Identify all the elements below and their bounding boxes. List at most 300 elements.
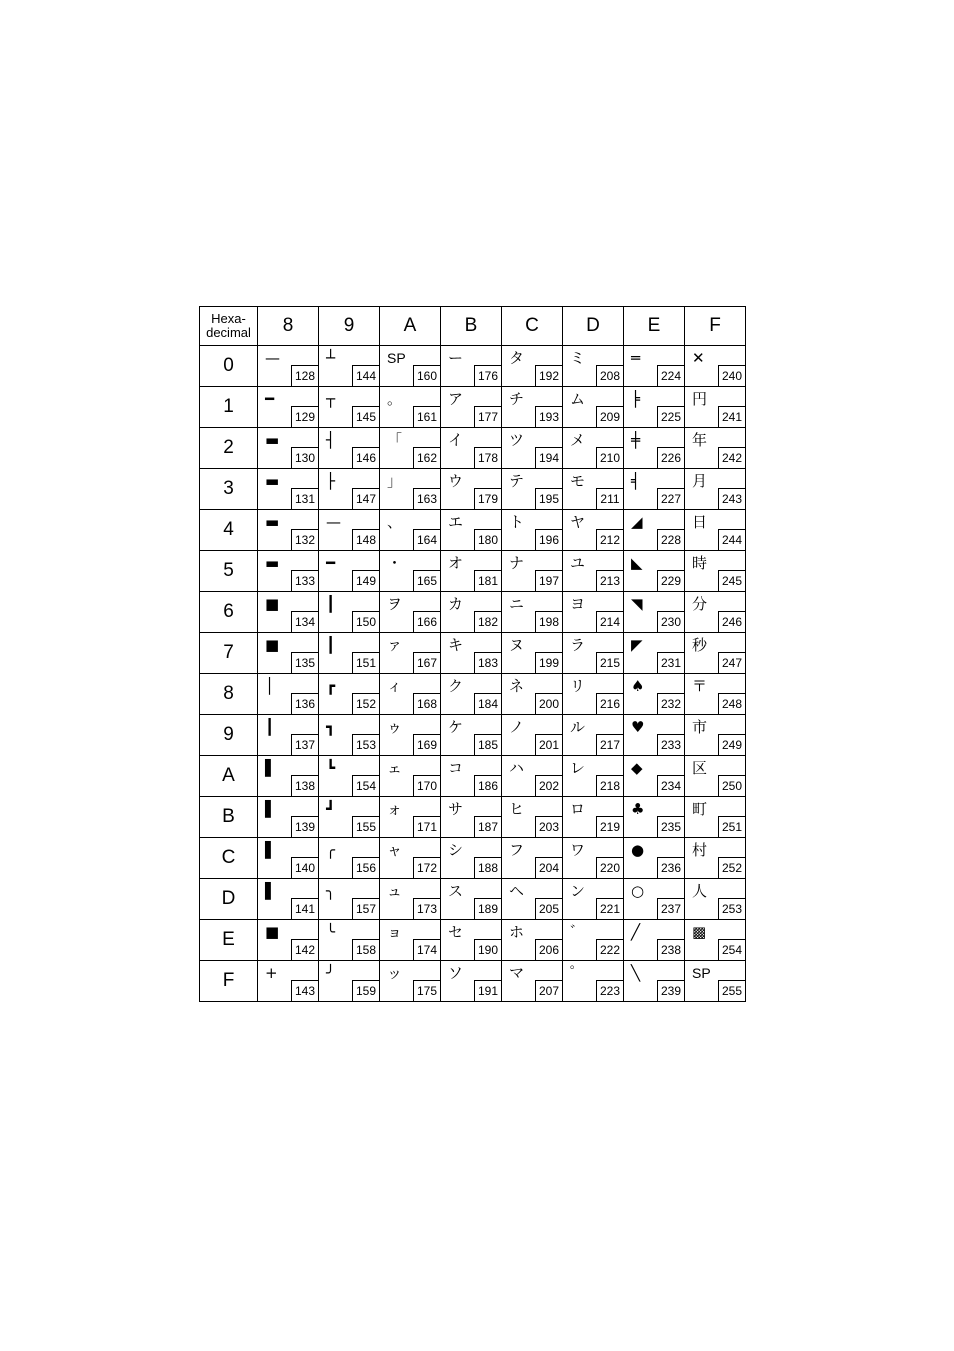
character-glyph: 日 — [692, 513, 708, 531]
decimal-code: 162 — [413, 447, 440, 468]
decimal-code: 144 — [352, 365, 379, 386]
character-glyph: マ — [509, 964, 525, 982]
character-glyph: ア — [448, 390, 464, 408]
character-glyph: キ — [448, 636, 464, 654]
decimal-code: 194 — [535, 447, 562, 468]
table-row — [200, 633, 746, 674]
code-cell — [563, 797, 624, 838]
decimal-code: 205 — [535, 898, 562, 919]
decimal-code: 148 — [352, 529, 379, 550]
decimal-code: 217 — [596, 734, 623, 755]
character-glyph: ╮ — [326, 882, 336, 900]
code-cell — [441, 387, 502, 428]
code-cell — [380, 838, 441, 879]
decimal-code: 172 — [413, 857, 440, 878]
code-cell — [685, 633, 746, 674]
decimal-code: 178 — [474, 447, 501, 468]
row-header: B — [200, 797, 258, 838]
character-glyph: ホ — [509, 923, 525, 941]
decimal-code: 168 — [413, 693, 440, 714]
character-glyph: イ — [448, 431, 464, 449]
character-glyph: ノ — [509, 718, 525, 736]
code-cell — [441, 756, 502, 797]
character-glyph: ┓ — [326, 718, 336, 736]
decimal-code: 216 — [596, 693, 623, 714]
decimal-code: 196 — [535, 529, 562, 550]
character-glyph: 人 — [692, 882, 708, 900]
code-cell — [441, 879, 502, 920]
character-glyph: ユ — [570, 554, 586, 572]
code-cell — [685, 551, 746, 592]
decimal-code: 244 — [718, 529, 745, 550]
decimal-code: 145 — [352, 406, 379, 427]
decimal-code: 193 — [535, 406, 562, 427]
code-cell — [319, 469, 380, 510]
decimal-code: 254 — [718, 939, 745, 960]
character-glyph: リ — [570, 677, 586, 695]
code-cell — [685, 674, 746, 715]
character-glyph: ッ — [387, 964, 403, 982]
character-glyph: ゜ — [570, 964, 586, 982]
character-glyph: タ — [509, 349, 525, 367]
code-cell — [685, 961, 746, 1002]
character-glyph: ╡ — [631, 472, 641, 490]
character-glyph: ネ — [509, 677, 525, 695]
decimal-code: 187 — [474, 816, 501, 837]
decimal-code: 130 — [291, 447, 318, 468]
decimal-code: 229 — [657, 570, 684, 591]
code-cell — [258, 674, 319, 715]
decimal-code: 158 — [352, 939, 379, 960]
code-cell — [563, 879, 624, 920]
character-glyph: 〒 — [692, 677, 708, 695]
code-cell — [502, 551, 563, 592]
character-glyph: オ — [448, 554, 464, 572]
character-glyph: ョ — [387, 923, 403, 941]
code-cell — [502, 346, 563, 387]
code-cell — [441, 592, 502, 633]
character-glyph: ヌ — [509, 636, 525, 654]
code-cell — [258, 592, 319, 633]
code-cell — [502, 879, 563, 920]
row-header: 0 — [200, 346, 258, 387]
code-cell — [258, 838, 319, 879]
decimal-code: 161 — [413, 406, 440, 427]
decimal-code: 186 — [474, 775, 501, 796]
character-glyph: 。 — [387, 390, 403, 408]
character-glyph: ミ — [570, 349, 586, 367]
code-cell — [380, 879, 441, 920]
character-glyph: ル — [570, 718, 586, 736]
decimal-code: 131 — [291, 488, 318, 509]
code-cell — [441, 633, 502, 674]
table-row — [200, 592, 746, 633]
decimal-code: 142 — [291, 939, 318, 960]
table-row — [200, 961, 746, 1002]
table-row — [200, 428, 746, 469]
code-cell — [502, 633, 563, 674]
decimal-code: 190 — [474, 939, 501, 960]
code-cell — [502, 510, 563, 551]
decimal-code: 239 — [657, 980, 684, 1001]
character-glyph: ヲ — [387, 595, 403, 613]
decimal-code: 231 — [657, 652, 684, 673]
code-cell — [258, 387, 319, 428]
character-glyph: ▬ — [265, 554, 280, 572]
decimal-code: 155 — [352, 816, 379, 837]
code-cell — [319, 633, 380, 674]
code-cell — [685, 510, 746, 551]
character-glyph: ヨ — [570, 595, 586, 613]
decimal-code: 204 — [535, 857, 562, 878]
row-header: 7 — [200, 633, 258, 674]
decimal-code: 182 — [474, 611, 501, 632]
character-glyph: チ — [509, 390, 525, 408]
column-header-c: C — [502, 307, 563, 346]
decimal-code: 255 — [718, 980, 745, 1001]
code-cell — [563, 510, 624, 551]
decimal-code: 189 — [474, 898, 501, 919]
decimal-code: 175 — [413, 980, 440, 1001]
character-glyph: ♠ — [631, 677, 645, 695]
character-glyph: ╭ — [326, 841, 336, 859]
character-glyph: ◣ — [631, 554, 643, 572]
code-cell — [502, 715, 563, 756]
code-cell — [319, 961, 380, 1002]
character-glyph: ▬ — [265, 513, 280, 531]
code-cell — [319, 510, 380, 551]
code-cell — [258, 346, 319, 387]
row-header: A — [200, 756, 258, 797]
code-cell — [502, 838, 563, 879]
character-glyph: ♥ — [631, 718, 645, 736]
decimal-code: 235 — [657, 816, 684, 837]
decimal-code: 209 — [596, 406, 623, 427]
character-glyph: セ — [448, 923, 464, 941]
character-glyph: ■ — [265, 636, 280, 654]
character-glyph: + — [265, 964, 278, 982]
code-cell — [258, 879, 319, 920]
decimal-code: 132 — [291, 529, 318, 550]
decimal-code: 248 — [718, 693, 745, 714]
code-cell — [441, 469, 502, 510]
code-cell — [319, 797, 380, 838]
code-cell — [319, 756, 380, 797]
character-glyph: ■ — [265, 595, 280, 613]
character-glyph: テ — [509, 472, 525, 490]
character-glyph: ━ — [265, 390, 275, 408]
code-cell — [563, 551, 624, 592]
decimal-code: 153 — [352, 734, 379, 755]
row-header: 3 — [200, 469, 258, 510]
character-glyph: ▬ — [265, 472, 280, 490]
decimal-code: 234 — [657, 775, 684, 796]
character-glyph: ━ — [326, 554, 336, 572]
code-cell — [624, 510, 685, 551]
code-cell — [685, 387, 746, 428]
code-cell — [502, 469, 563, 510]
decimal-code: 188 — [474, 857, 501, 878]
column-header-a: A — [380, 307, 441, 346]
character-glyph: ┬ — [326, 390, 336, 408]
decimal-code: 166 — [413, 611, 440, 632]
code-cell — [441, 510, 502, 551]
column-header-b: B — [441, 307, 502, 346]
decimal-code: 195 — [535, 488, 562, 509]
code-cell — [685, 879, 746, 920]
code-cell — [624, 797, 685, 838]
table-row — [200, 674, 746, 715]
row-header: 1 — [200, 387, 258, 428]
corner-label-line2: decimal — [206, 325, 251, 340]
decimal-code: 180 — [474, 529, 501, 550]
table-row — [200, 715, 746, 756]
decimal-code: 228 — [657, 529, 684, 550]
row-header: F — [200, 961, 258, 1002]
decimal-code: 233 — [657, 734, 684, 755]
code-cell — [502, 387, 563, 428]
character-glyph: ═ — [631, 349, 641, 367]
code-cell — [380, 633, 441, 674]
character-glyph: ツ — [509, 431, 525, 449]
decimal-code: 165 — [413, 570, 440, 591]
character-glyph: — — [326, 513, 341, 531]
decimal-code: 171 — [413, 816, 440, 837]
code-cell — [441, 797, 502, 838]
character-glyph: 月 — [692, 472, 708, 490]
character-glyph: ╯ — [326, 964, 336, 982]
decimal-code: 207 — [535, 980, 562, 1001]
character-glyph: ヤ — [570, 513, 586, 531]
character-glyph: ■ — [265, 923, 280, 941]
decimal-code: 237 — [657, 898, 684, 919]
character-glyph: ン — [570, 882, 586, 900]
character-glyph: SP — [692, 965, 711, 981]
character-glyph: ュ — [387, 882, 403, 900]
decimal-code: 152 — [352, 693, 379, 714]
code-cell — [258, 756, 319, 797]
table-row — [200, 797, 746, 838]
code-cell — [441, 920, 502, 961]
character-glyph: │ — [265, 677, 275, 695]
code-cell — [380, 961, 441, 1002]
code-cell — [563, 346, 624, 387]
decimal-code: 146 — [352, 447, 379, 468]
character-glyph: 年 — [692, 431, 708, 449]
code-cell — [319, 879, 380, 920]
character-glyph: ┃ — [326, 595, 336, 613]
decimal-code: 183 — [474, 652, 501, 673]
character-glyph: ◥ — [631, 595, 643, 613]
decimal-code: 184 — [474, 693, 501, 714]
decimal-code: 199 — [535, 652, 562, 673]
character-glyph: ソ — [448, 964, 464, 982]
code-cell — [380, 428, 441, 469]
character-glyph: ヒ — [509, 800, 525, 818]
decimal-code: 223 — [596, 980, 623, 1001]
decimal-code: 141 — [291, 898, 318, 919]
character-glyph: シ — [448, 841, 464, 859]
decimal-code: 253 — [718, 898, 745, 919]
decimal-code: 177 — [474, 406, 501, 427]
code-cell — [319, 592, 380, 633]
character-glyph: ヘ — [509, 882, 525, 900]
character-glyph: モ — [570, 472, 586, 490]
decimal-code: 249 — [718, 734, 745, 755]
code-cell — [563, 428, 624, 469]
code-cell — [380, 797, 441, 838]
code-cell — [258, 469, 319, 510]
character-glyph: ロ — [570, 800, 586, 818]
column-header-e: E — [624, 307, 685, 346]
decimal-code: 208 — [596, 365, 623, 386]
character-glyph: ゛ — [570, 923, 586, 941]
character-glyph: ▌ — [265, 800, 277, 818]
decimal-code: 143 — [291, 980, 318, 1001]
decimal-code: 149 — [352, 570, 379, 591]
code-cell — [502, 428, 563, 469]
code-cell — [441, 674, 502, 715]
character-glyph: ╞ — [631, 390, 641, 408]
decimal-code: 215 — [596, 652, 623, 673]
character-glyph: ム — [570, 390, 586, 408]
character-glyph: ラ — [570, 636, 586, 654]
code-cell — [380, 715, 441, 756]
code-cell — [624, 674, 685, 715]
decimal-code: 156 — [352, 857, 379, 878]
decimal-code: 201 — [535, 734, 562, 755]
character-glyph: ╲ — [631, 964, 641, 982]
code-cell — [685, 797, 746, 838]
decimal-code: 242 — [718, 447, 745, 468]
decimal-code: 174 — [413, 939, 440, 960]
character-glyph: 町 — [692, 800, 708, 818]
code-cell — [380, 551, 441, 592]
decimal-code: 163 — [413, 488, 440, 509]
decimal-code: 210 — [596, 447, 623, 468]
character-glyph: ェ — [387, 759, 403, 777]
table-row — [200, 551, 746, 592]
character-glyph: SP — [387, 350, 406, 366]
character-glyph: エ — [448, 513, 464, 531]
code-cell — [563, 715, 624, 756]
code-cell — [319, 551, 380, 592]
character-glyph: カ — [448, 595, 464, 613]
character-glyph: ╱ — [631, 923, 641, 941]
decimal-code: 176 — [474, 365, 501, 386]
character-glyph: ◆ — [631, 759, 643, 777]
code-cell — [563, 674, 624, 715]
decimal-code: 232 — [657, 693, 684, 714]
column-header-row — [200, 307, 746, 346]
table-row — [200, 920, 746, 961]
code-cell — [380, 469, 441, 510]
decimal-code: 202 — [535, 775, 562, 796]
character-glyph: ク — [448, 677, 464, 695]
decimal-code: 147 — [352, 488, 379, 509]
character-glyph: ╪ — [631, 431, 641, 449]
character-glyph: ナ — [509, 554, 525, 572]
code-cell — [319, 920, 380, 961]
code-cell — [380, 510, 441, 551]
decimal-code: 154 — [352, 775, 379, 796]
row-header: D — [200, 879, 258, 920]
code-cell — [319, 346, 380, 387]
decimal-code: 192 — [535, 365, 562, 386]
code-cell — [380, 920, 441, 961]
decimal-code: 240 — [718, 365, 745, 386]
code-cell — [685, 469, 746, 510]
decimal-code: 241 — [718, 406, 745, 427]
decimal-code: 203 — [535, 816, 562, 837]
decimal-code: 151 — [352, 652, 379, 673]
code-cell — [624, 756, 685, 797]
corner-label-line1: Hexa- — [211, 311, 246, 326]
character-glyph: ▌ — [265, 759, 277, 777]
decimal-code: 224 — [657, 365, 684, 386]
decimal-code: 129 — [291, 406, 318, 427]
decimal-code: 238 — [657, 939, 684, 960]
row-header: 4 — [200, 510, 258, 551]
character-glyph: レ — [570, 759, 586, 777]
code-cell — [502, 674, 563, 715]
decimal-code: 251 — [718, 816, 745, 837]
character-glyph: ✕ — [692, 349, 705, 367]
character-glyph: ┏ — [326, 677, 336, 695]
character-glyph: ┃ — [265, 718, 275, 736]
character-glyph: ウ — [448, 472, 464, 490]
code-cell — [258, 633, 319, 674]
code-cell — [258, 715, 319, 756]
table-body — [200, 346, 746, 1002]
decimal-code: 222 — [596, 939, 623, 960]
code-cell — [685, 756, 746, 797]
code-cell — [624, 551, 685, 592]
code-cell — [563, 633, 624, 674]
character-glyph: ┛ — [326, 800, 336, 818]
decimal-code: 214 — [596, 611, 623, 632]
code-cell — [502, 961, 563, 1002]
character-glyph: 時 — [692, 554, 708, 572]
decimal-code: 250 — [718, 775, 745, 796]
code-cell — [624, 428, 685, 469]
code-cell — [380, 592, 441, 633]
code-cell — [441, 838, 502, 879]
table-row — [200, 346, 746, 387]
decimal-code: 138 — [291, 775, 318, 796]
decimal-code: 167 — [413, 652, 440, 673]
code-cell — [319, 715, 380, 756]
decimal-code: 226 — [657, 447, 684, 468]
decimal-code: 185 — [474, 734, 501, 755]
character-glyph: ▌ — [265, 882, 277, 900]
character-glyph: ャ — [387, 841, 403, 859]
code-cell — [563, 961, 624, 1002]
decimal-code: 136 — [291, 693, 318, 714]
code-cell — [624, 633, 685, 674]
decimal-code: 133 — [291, 570, 318, 591]
decimal-code: 134 — [291, 611, 318, 632]
character-glyph: ○ — [631, 882, 645, 900]
character-glyph: ィ — [387, 677, 403, 695]
row-header: 5 — [200, 551, 258, 592]
character-glyph: 、 — [387, 513, 403, 531]
character-glyph: ゥ — [387, 718, 403, 736]
column-header-f: F — [685, 307, 746, 346]
code-cell — [258, 428, 319, 469]
table-row — [200, 469, 746, 510]
character-glyph: ├ — [326, 472, 336, 490]
